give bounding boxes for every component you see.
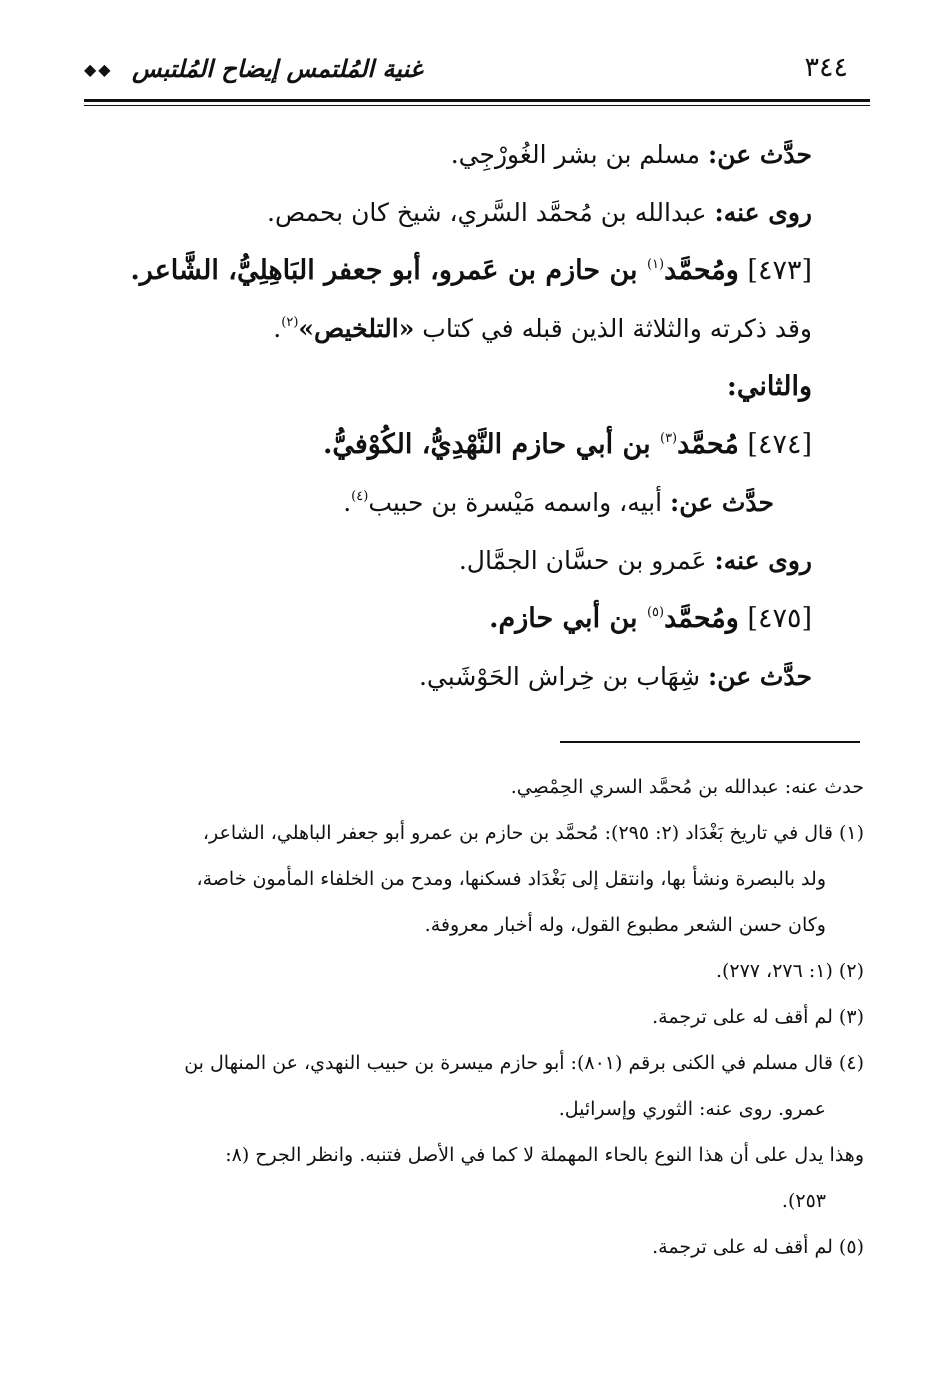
text-line <box>132 126 812 184</box>
line-text: مسلم بن بشر الغُورْجِي. <box>450 140 708 169</box>
footnote-line: ٢٥٣). <box>781 1190 826 1212</box>
entry-rest: بن أبي حازم النَّهْدِيُّ، الكُوْفيُّ. <box>322 429 660 460</box>
footnote-line: حدث عنه: عبدالله بن مُحمَّد السري الحِمْصِي. <box>510 776 864 798</box>
keyword: روى عنه: <box>714 546 812 575</box>
header-rule-thick <box>84 99 870 102</box>
text-line <box>132 648 812 706</box>
header-rule-thin <box>84 105 870 106</box>
running-title: غنية المُلتمس إيضاح المُلتبس <box>132 54 423 83</box>
footnote-ref: (٤) <box>351 489 369 504</box>
keyword: حدَّث عن: <box>670 488 774 517</box>
line-text: أبيه، واسمه مَيْسرة بن حبيب <box>368 488 670 517</box>
footnote-line: (٣) لم أقف له على ترجمة. <box>652 1006 864 1028</box>
entry-number: [٤٧٤] <box>738 429 812 460</box>
footnote-ref: (٢) <box>281 315 299 330</box>
entry-name: ومُحمَّد <box>664 603 739 634</box>
line-text: عبدالله بن مُحمَّد السَّري، شيخ كان بحمص. <box>267 198 715 227</box>
entry-heading <box>132 416 812 474</box>
keyword: حدَّث عن: <box>708 662 812 691</box>
text-line <box>132 532 812 590</box>
footnote-line: (٢) (١: ٢٧٦، ٢٧٧). <box>715 960 864 982</box>
text-line <box>132 300 812 358</box>
footnote-line: (١) قال في تاريخ بَغْدَاد (٢: ٢٩٥): مُحمَّد بن حازم بن عمرو أبو جعفر الباهلي، الشاعر، <box>202 822 864 844</box>
keyword: روى عنه: <box>714 198 812 227</box>
line-text: عَمرو بن حسَّان الجمَّال. <box>458 546 715 575</box>
entry-rest: بن حازم بن عَمرو، أبو جعفر البَاهِلِيُّ، الشَّاعر. <box>130 255 647 286</box>
text-line <box>132 184 812 242</box>
entry-number: [٤٧٥] <box>738 603 812 634</box>
footnote-ref: (٥) <box>646 605 665 620</box>
entry-rest: بن أبي حازم. <box>489 603 647 634</box>
line-end: . <box>343 488 352 517</box>
footnote-line: ولد بالبصرة ونشأ بها، وانتقل إلى بَغْدَاد فسكنها، ومدح من الخلفاء المأمون خاصة، <box>196 868 826 890</box>
footnote-line: عمرو. روى عنه: الثوري وإسرائيل. <box>558 1098 826 1120</box>
entry-number: [٤٧٣] <box>738 255 812 286</box>
line-text: شِهَاب بن خِراش الحَوْشَبي. <box>418 662 708 691</box>
entry-name: ومُحمَّد <box>664 255 739 286</box>
entry-heading <box>132 242 812 300</box>
diamond-ornament-icon: ◆◆ <box>84 60 113 79</box>
footnote-line: وهذا يدل على أن هذا النوع بالحاء المهملة لا كما في الأصل فتنبه. وانظر الجرح (٨: <box>225 1144 864 1166</box>
entry-heading <box>132 590 812 648</box>
entry-name: مُحمَّد <box>677 429 739 460</box>
line-end: . <box>273 314 282 343</box>
section-text: والثاني: <box>726 371 812 402</box>
page-number: ٣٤٤ <box>804 52 848 83</box>
footnote-ref: (٣) <box>659 431 678 446</box>
book-title: «التلخيص» <box>298 314 415 343</box>
line-text: وقد ذكرته والثلاثة الذين قبله في كتاب <box>414 314 812 343</box>
footnotes <box>74 764 864 1270</box>
text-line <box>132 474 812 532</box>
footnote-line: (٤) قال مسلم في الكنى برقم (٨٠١): أبو حازم ميسرة بن حبيب النهدي، عن المنهال بن <box>184 1052 864 1074</box>
section-label <box>132 358 812 416</box>
footnote-separator <box>560 741 860 743</box>
keyword: حدَّث عن: <box>708 140 812 169</box>
footnote-line: (٥) لم أقف له على ترجمة. <box>652 1236 864 1258</box>
footnote-ref: (١) <box>646 257 665 272</box>
page-header <box>84 52 870 92</box>
footnote-line: وكان حسن الشعر مطبوع القول، وله أخبار معروفة. <box>424 914 826 936</box>
main-text <box>132 126 812 706</box>
